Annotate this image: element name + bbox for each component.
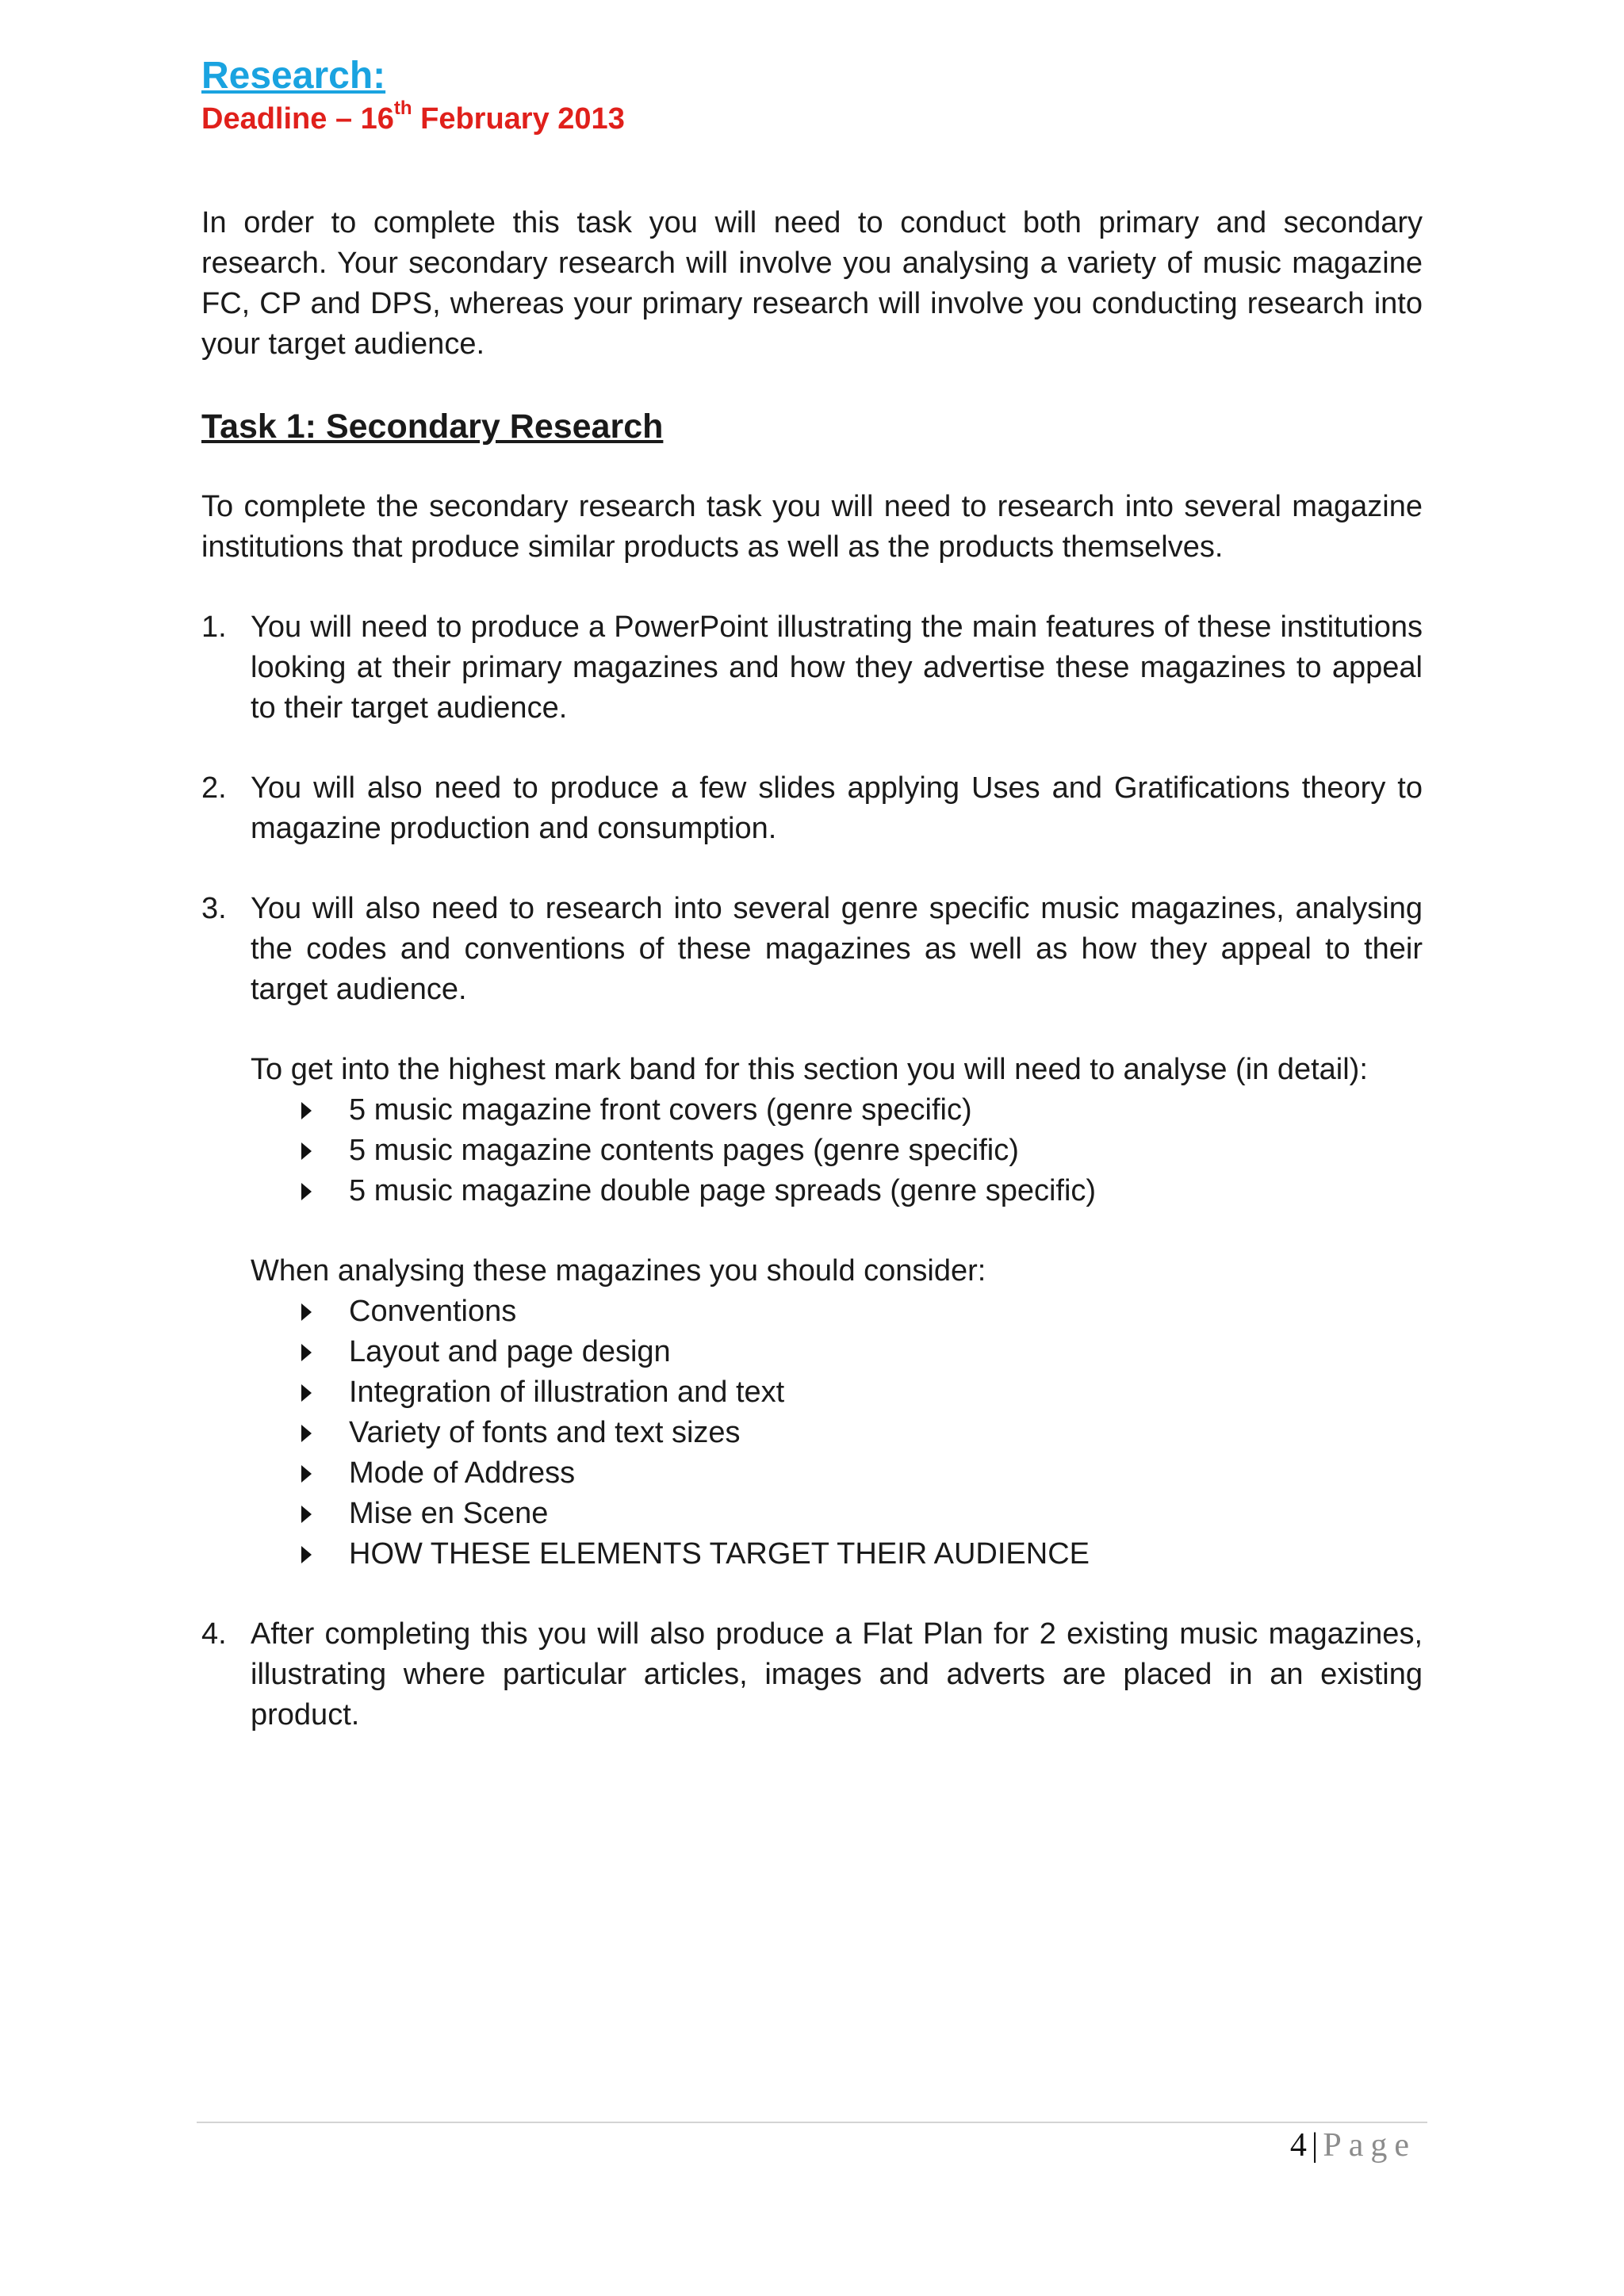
step-text: You will need to produce a PowerPoint illustrating the main features of these institutions looking at their primary magazines and how they advertise these magazines to appeal to their target audience. <box>251 610 1423 725</box>
list-item <box>201 768 1423 849</box>
task-intro-paragraph: To complete the secondary research task you will need to research into several magazine institutions that produce similar products as well as the products themselves. <box>201 490 1423 564</box>
list-item <box>301 1494 1423 1534</box>
page-content <box>201 52 1423 1735</box>
list-item-text: Layout and page design <box>349 1335 671 1368</box>
page-label: Page <box>1323 2127 1416 2164</box>
footer-separator: | <box>1311 2127 1319 2164</box>
list-item-text: Conventions <box>349 1295 517 1328</box>
deadline-prefix: Deadline – 16 <box>201 102 394 136</box>
page-number: 4 <box>1289 2127 1307 2164</box>
list-item <box>301 1453 1423 1494</box>
list-item-text: 5 music magazine double page spreads (genre specific) <box>349 1174 1097 1207</box>
list-item <box>301 1090 1423 1131</box>
mark-band-list <box>251 1090 1423 1211</box>
step-number: 1. <box>201 610 227 644</box>
list-item <box>301 1413 1423 1453</box>
bullet-arrow-icon <box>301 1425 312 1442</box>
mark-band-intro: To get into the highest mark band for this section you will need to analyse (in detail): <box>251 1053 1368 1086</box>
list-item-text: Integration of illustration and text <box>349 1376 785 1409</box>
bullet-arrow-icon <box>301 1142 312 1160</box>
deadline-suffix: February 2013 <box>412 102 625 136</box>
step-body <box>251 1614 1423 1735</box>
consider-list <box>251 1292 1423 1575</box>
list-item <box>201 1614 1423 1735</box>
bullet-arrow-icon <box>301 1183 312 1200</box>
deadline-ordinal: th <box>393 98 412 119</box>
list-item <box>301 1332 1423 1372</box>
bullet-arrow-icon <box>301 1384 312 1402</box>
list-item <box>301 1171 1423 1211</box>
list-item <box>301 1131 1423 1171</box>
bullet-arrow-icon <box>301 1465 312 1483</box>
task-steps-list <box>201 607 1423 1735</box>
consider-intro: When analysing these magazines you should consider: <box>251 1254 986 1288</box>
list-item-text: 5 music magazine front covers (genre specific) <box>349 1093 972 1127</box>
list-item-text: 5 music magazine contents pages (genre specific) <box>349 1134 1019 1167</box>
list-item <box>201 607 1423 729</box>
step-body <box>251 607 1423 729</box>
list-item-text: Mode of Address <box>349 1456 576 1490</box>
page-footer <box>1290 2123 1416 2168</box>
step-text: You will also need to research into several genre specific music magazines, analysing the codes and conventions of these magazines as well as how they appeal to their target audience. <box>251 892 1423 1006</box>
page-title: Research: <box>201 55 386 97</box>
step-text: You will also need to produce a few slides applying Uses and Gratifications theory to magazine production and consumption. <box>251 771 1423 845</box>
list-item <box>301 1534 1423 1575</box>
step-body <box>251 768 1423 849</box>
step-number: 3. <box>201 892 227 925</box>
list-item-text: Variety of fonts and text sizes <box>349 1416 741 1449</box>
list-item-text: Mise en Scene <box>349 1497 549 1530</box>
list-item-text: HOW THESE ELEMENTS TARGET THEIR AUDIENCE <box>349 1537 1090 1571</box>
bullet-arrow-icon <box>301 1546 312 1563</box>
list-item <box>201 889 1423 1575</box>
bullet-arrow-icon <box>301 1102 312 1119</box>
bullet-arrow-icon <box>301 1303 312 1321</box>
step-text: After completing this you will also produce a Flat Plan for 2 existing music magazines, illustrating where particular articles, images and adverts are placed in an existing product. <box>251 1617 1423 1732</box>
intro-paragraph: In order to complete this task you will need to conduct both primary and secondary research. Your secondary research will involve you analysing a variety of music magazine FC, CP and DPS, whereas your primary research will involve you conducting research into your target audience. <box>201 206 1423 361</box>
step-number: 2. <box>201 771 227 805</box>
task-heading: Task 1: Secondary Research <box>201 408 664 446</box>
deadline <box>201 100 1423 138</box>
bullet-arrow-icon <box>301 1344 312 1361</box>
step-body <box>251 889 1423 1575</box>
footer-divider <box>197 2122 1427 2123</box>
list-item <box>301 1372 1423 1413</box>
list-item <box>301 1292 1423 1332</box>
step-number: 4. <box>201 1617 227 1651</box>
bullet-arrow-icon <box>301 1506 312 1523</box>
